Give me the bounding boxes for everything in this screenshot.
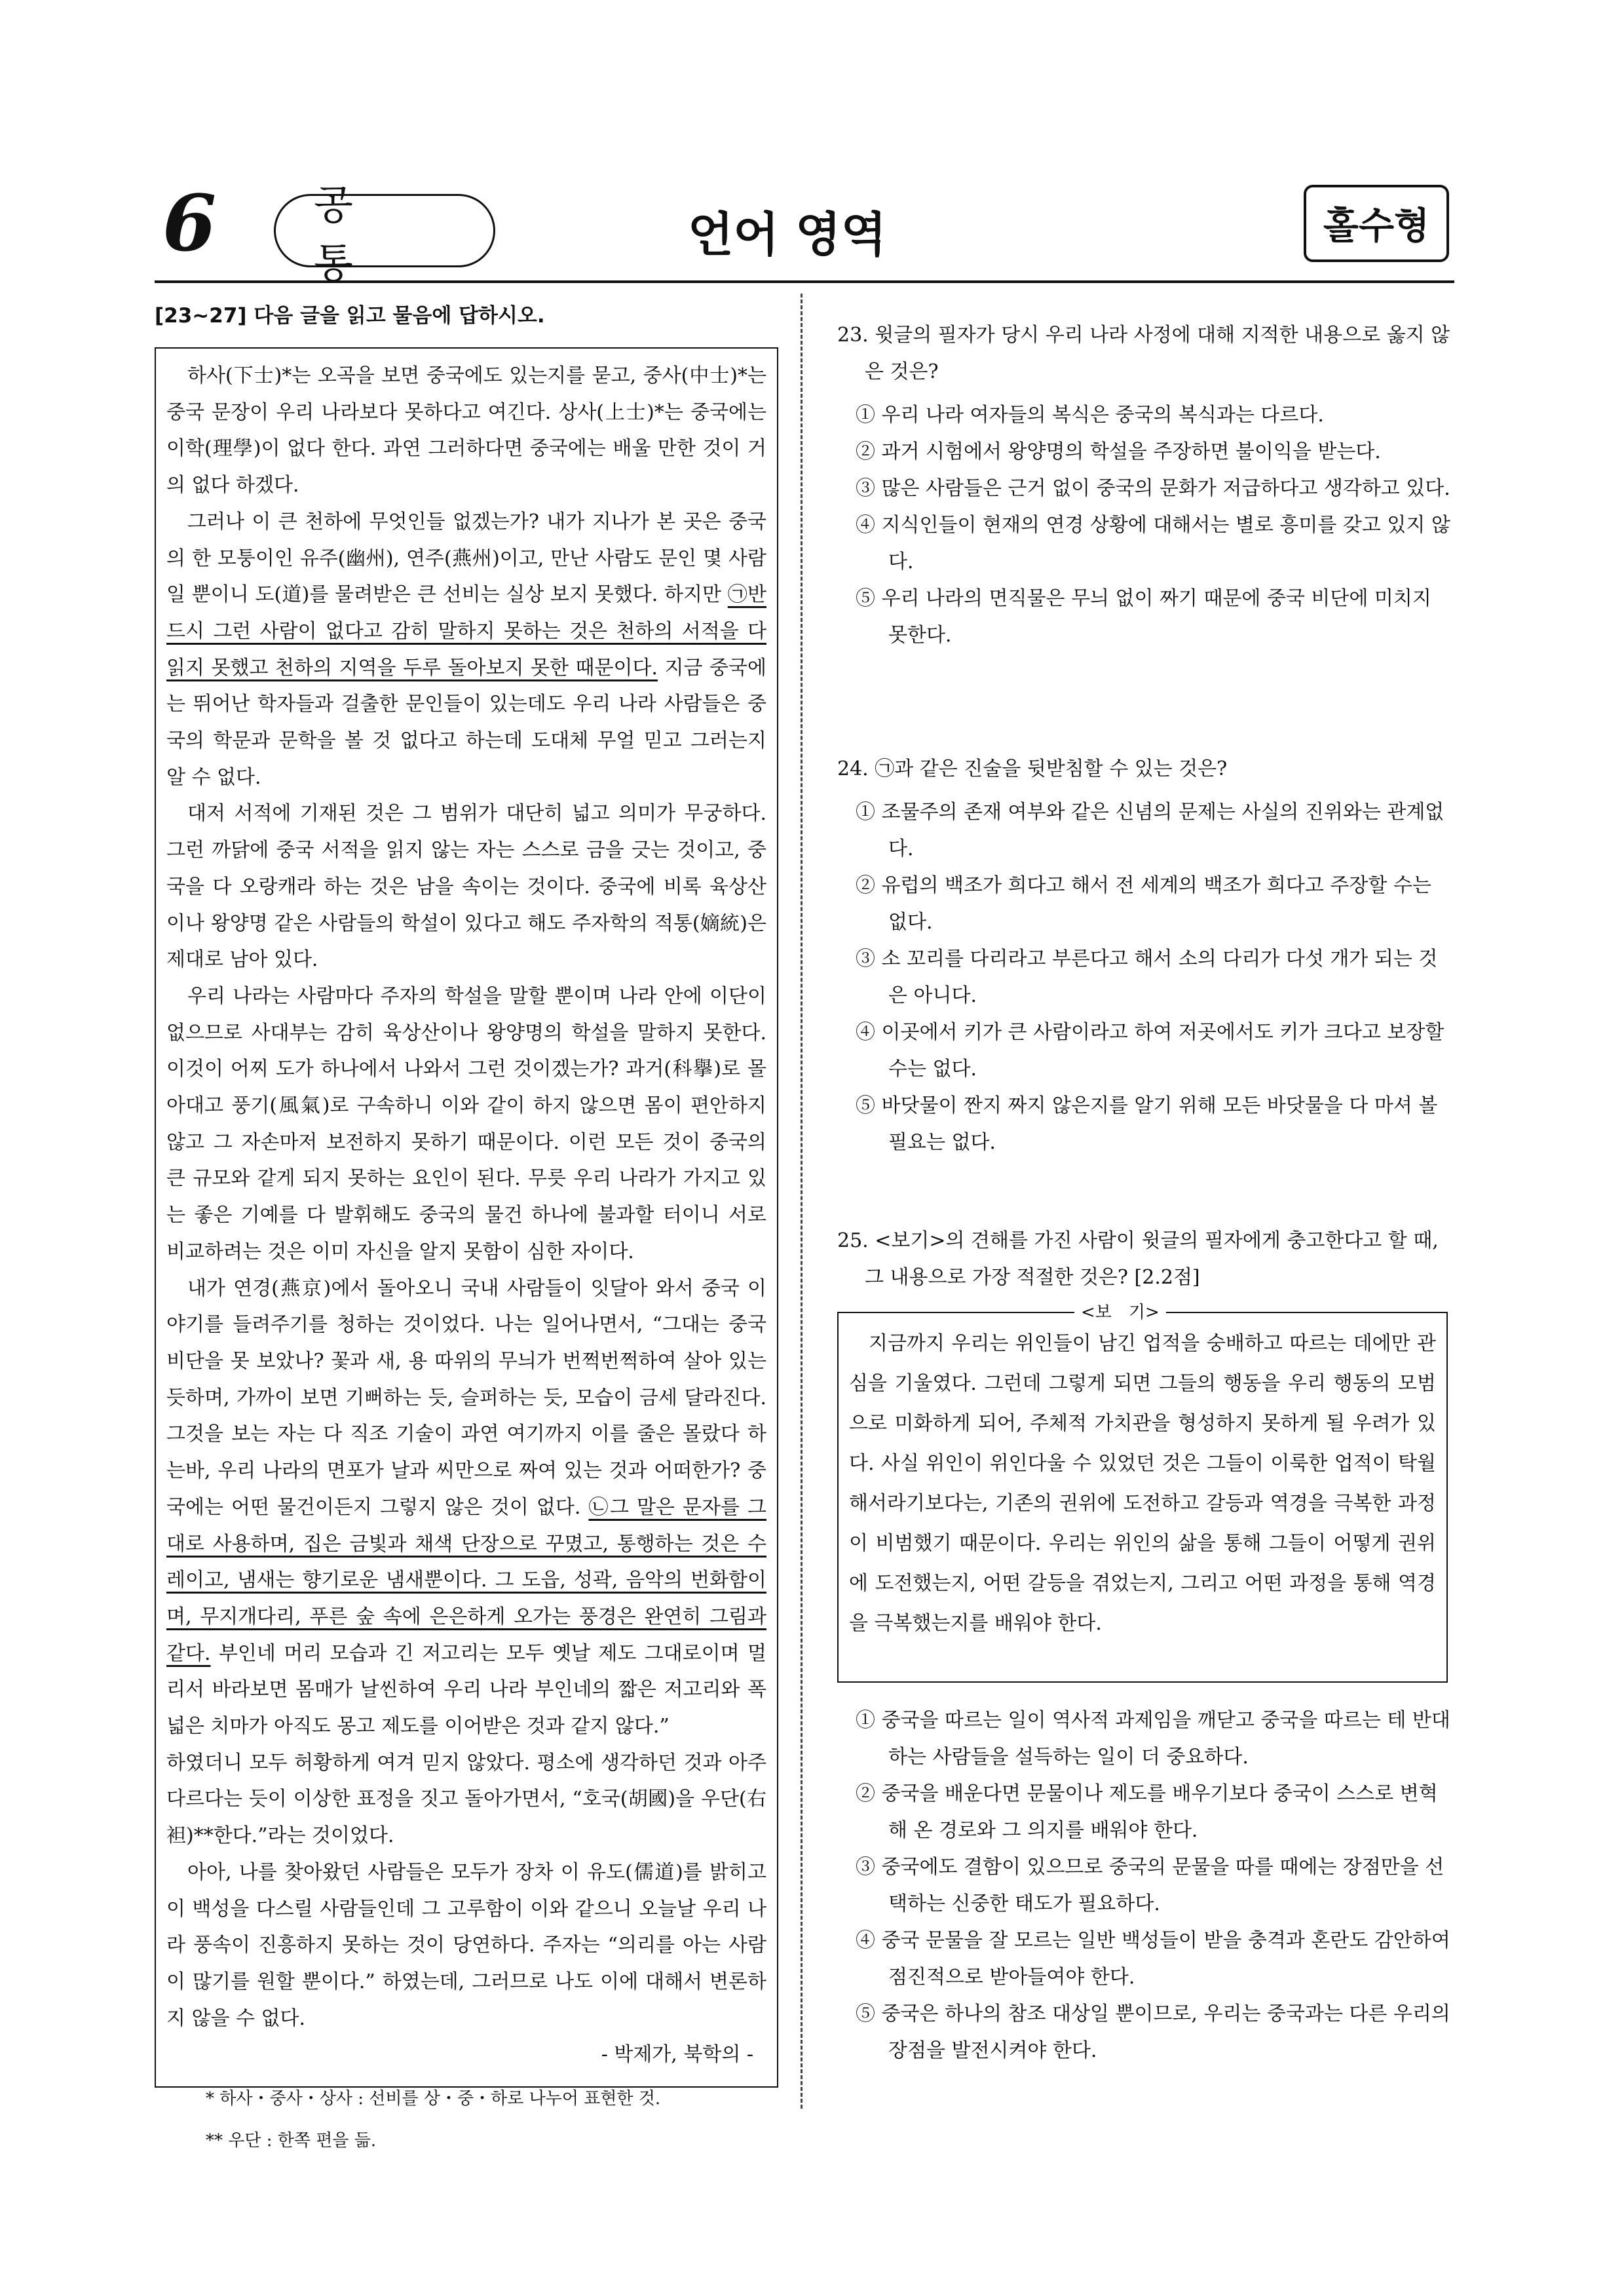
answer-option[interactable]: ① 중국을 따르는 일이 역사적 과제임을 깨닫고 중국을 따르는 테 반대하는 사람들을 설득하는 일이 더 중요하다. (856, 1709, 1450, 1769)
underlined-statement-b: ㉡그 말은 문자를 그대로 사용하며, 집은 금빛과 채색 단장으로 꾸몄고, 통행하는 것은 수레이고, 냄새는 향기로운 냄새뿐이다. 그 도읍, 성곽, 음악의 번화함이며, 무지개다리, 푸른 숲 속에 은은하게 오가는 풍경은 완연히 그림과 같다. (166, 1495, 766, 1665)
question-stem: 24. ㉠과 같은 진술을 뒷받침할 수 있는 것은? (837, 757, 1228, 780)
example-box-label: <보 기> (1074, 1303, 1166, 1322)
answer-options (856, 1702, 1453, 2069)
passage-paragraph: 하사(下士)*는 오곡을 보면 중국에도 있는지를 묻고, 중사(中士)*는 중국 문장이 우리 나라보다 못하다고 여긴다. 상사(上士)*는 중국에는 이학(理學)이 없다 한다. 과연 그러하다면 중국에는 배울 만한 것이 거의 없다 하겠다. (166, 364, 766, 497)
passage-paragraph: 그러나 이 큰 천하에 무엇인들 없겠는가? 내가 지나가 본 곳은 중국의 한 모퉁이인 유주(幽州), 연주(燕州)이고, 만난 사람도 문인 몇 사람일 뿐이니 도(道)를 물려받은 큰 선비는 실상 보지 못했다. 하지만 ㉠반드시 그런 사람이 없다고 감히 말하지 못하는 것은 천하의 서적을 다 읽지 못했고 천하의 지역을 두루 돌아보지 못한 때문이다. 지금 중국에는 뛰어난 학자들과 걸출한 문인들이 있는데도 우리 나라 사람들은 중국의 학문과 문학을 볼 것 없다고 하는데 도대체 무얼 믿고 그러는지 알 수 없다. (166, 510, 767, 789)
answer-option[interactable]: ① 우리 나라 여자들의 복식은 중국의 복식과는 다르다. (856, 404, 1324, 427)
question-stem: 23. 윗글의 필자가 당시 우리 나라 사정에 대해 지적한 내용으로 옳지 않은 것은? (837, 324, 1450, 383)
answer-option[interactable]: ② 과거 시험에서 왕양명의 학설을 주장하면 불이익을 받는다. (856, 440, 1381, 463)
answer-option[interactable]: ④ 중국 문물을 잘 모르는 일반 백성들이 받을 충격과 혼란도 감안하여 점진적으로 받아들여야 한다. (856, 1929, 1450, 1989)
answer-option[interactable]: ③ 중국에도 결함이 있으므로 중국의 문물을 따를 때에는 장점만을 선택하는 신중한 태도가 필요하다. (856, 1856, 1445, 1915)
answer-option[interactable]: ② 유럽의 백조가 희다고 해서 전 세계의 백조가 희다고 주장할 수는 없다. (856, 874, 1431, 934)
header-rule (155, 280, 1454, 283)
passage-paragraph: 대저 서적에 기재된 것은 그 범위가 대단히 넓고 의미가 무궁하다. 그런 까닭에 중국 서적을 읽지 않는 자는 스스로 금을 긋는 것이고, 중국을 다 오랑캐라 하는 것은 남을 속이는 것이다. 중국에 비록 육상산이나 왕양명 같은 사람들의 학설이 있다고 해도 주자학의 적통(嫡統)은 제대로 남아 있다. (166, 802, 766, 972)
answer-option[interactable]: ③ 소 꼬리를 다리라고 부른다고 해서 소의 다리가 다섯 개가 되는 것은 아니다. (856, 947, 1438, 1007)
answer-option[interactable]: ⑤ 바닷물이 짠지 짜지 않은지를 알기 위해 모든 바닷물을 다 마셔 볼 필요는 없다. (856, 1094, 1438, 1154)
page-title: 언어 영역 (688, 207, 887, 262)
question-25-options (837, 1702, 1453, 2069)
question-stem: 25. <보기>의 견해를 가진 사람이 윗글의 필자에게 충고한다고 할 때, 그 내용으로 가장 적절한 것은? [2.2점] (837, 1229, 1439, 1289)
answer-option[interactable]: ③ 많은 사람들은 근거 없이 중국의 문화가 저급하다고 생각하고 있다. (856, 477, 1450, 500)
exam-type-badge: 홀수형 (1304, 185, 1449, 262)
passage-source: - 박제가, 북학의 - (601, 2043, 753, 2067)
column-divider (801, 294, 803, 2109)
answer-option[interactable]: ⑤ 중국은 하나의 참조 대상일 뿐이므로, 우리는 중국과는 다른 우리의 장점을 발전시켜야 한다. (856, 2002, 1450, 2062)
answer-option[interactable]: ⑤ 우리 나라의 면직물은 무늬 없이 짜기 때문에 중국 비단에 미치지 못한다. (856, 587, 1431, 647)
passage-paragraph: 내가 연경(燕京)에서 돌아오니 국내 사람들이 잇달아 와서 중국 이야기를 들려주기를 청하는 것이었다. 나는 일어나면서, “그대는 중국 비단을 못 보았나? 꽃과 새, 용 따위의 무늬가 번쩍번쩍하여 살아 있는 듯하며, 가까이 보면 기뻐하는 듯, 슬퍼하는 듯, 모습이 금세 달라진다. 그것을 보는 자는 다 직조 기술이 과연 여기까지 이를 줄은 몰랐다 하는바, 우리 나라의 면포가 날과 씨만으로 짜여 있는 것과 어떠한가? 중국에는 어떤 물건이든지 그렇지 않은 것이 없다. ㉡그 말은 문자를 그대로 사용하며, 집은 금빛과 채색 단장으로 꾸몄고, 통행하는 것은 수레이고, 냄새는 향기로운 냄새뿐이다. 그 도읍, 성곽, 음악의 번화함이며, 무지개다리, 푸른 숲 속에 은은하게 오가는 풍경은 완연히 그림과 같다. 부인네 머리 모습과 긴 저고리는 모두 옛날 제도 그대로이며 멀리서 바라보면 몸매가 날씬하여 우리 나라 부인네의 짧은 저고리와 폭넓은 치마가 아직도 몽고 제도를 이어받은 것과 같지 않다.” (166, 1276, 766, 1738)
section-badge (274, 181, 495, 287)
example-box-text: 지금까지 우리는 위인들이 남긴 업적을 숭배하고 따르는 데에만 관심을 기울였다. 그런데 그렇게 되면 그들의 행동을 우리 행동의 모범으로 미화하게 되어, 주체적 가치관을 형성하지 못하게 될 우려가 있다. 사실 위인이 위인다울 수 있었던 것은 그들이 이룩한 업적이 탁월해서라기보다는, 기존의 권위에 도전하고 갈등과 역경을 극복한 과정이 비범했기 때문이다. 우리는 위인의 삶을 통해 그들이 어떻게 권위에 도전했는지, 어떤 갈등을 겪었는지, 그리고 어떤 과정을 통해 역경을 극복했는지를 배워야 한다. (849, 1332, 1436, 1635)
passage-paragraph: 하였더니 모두 허황하게 여겨 믿지 않았다. 평소에 생각하던 것과 아주 다르다는 듯이 이상한 표정을 짓고 돌아가면서, “호국(胡國)을 우단(右袒)**한다.”라는 것이었다. (166, 1751, 766, 1848)
question-23 (837, 317, 1453, 654)
answer-option[interactable]: ② 중국을 배운다면 문물이나 제도를 배우기보다 중국이 스스로 변혁해 온 경로와 그 의지를 배워야 한다. (856, 1782, 1438, 1842)
reading-passage (155, 347, 778, 2151)
question-group-intro: [23~27] 다음 글을 읽고 물음에 답하시오. (155, 304, 545, 328)
example-box (837, 1312, 1448, 1683)
answer-options (856, 794, 1453, 1161)
answer-option[interactable]: ④ 지식인들이 현재의 연경 상황에 대해서는 별로 흥미를 갖고 있지 않다. (856, 514, 1450, 573)
answer-option[interactable]: ① 조물주의 존재 여부와 같은 신념의 문제는 사실의 진위와는 관계없다. (856, 801, 1445, 860)
question-25 (837, 1223, 1453, 1296)
section-label: 공 통 (314, 181, 391, 287)
answer-options (856, 397, 1453, 654)
answer-option[interactable]: ④ 이곳에서 키가 큰 사람이라고 하여 저곳에서도 키가 크다고 보장할 수는 없다. (856, 1021, 1445, 1081)
page-number: 6 (162, 178, 217, 269)
passage-paragraph: 우리 나라는 사람마다 주자의 학설을 말할 뿐이며 나라 안에 이단이 없으므로 사대부는 감히 육상산이나 왕양명의 학설을 말하지 못한다. 이것이 어찌 도가 하나에서 나와서 그런 것이겠는가? 과거(科擧)로 몰아대고 풍기(風氣)로 구속하니 이와 같이 하지 않으면 몸이 편안하지 않고 그 자손마저 보전하지 못하기 때문이다. 이런 모든 것이 중국의 큰 규모와 같게 되지 못하는 요인이 된다. 무릇 우리 나라가 가지고 있는 좋은 기예를 다 발휘해도 중국의 물건 하나에 불과할 터이니 서로 비교하려는 것은 이미 자신을 알지 못함이 심한 자이다. (166, 984, 766, 1263)
passage-paragraph: 아아, 나를 찾아왔던 사람들은 모두가 장차 이 유도(儒道)를 밝히고 이 백성을 다스릴 사람들인데 그 고루함이 이와 같으니 오늘날 우리 나라 풍속이 진흥하지 못하는 것이 당연하다. 주자는 “의리를 아는 사람이 많기를 원할 뿐이다.” 하였는데, 그러므로 나도 이에 대해서 변론하지 않을 수 없다. (166, 1860, 766, 2030)
footnote: * 하사・중사・상사 : 선비를 상・중・하로 나누어 표현한 것. (206, 2089, 661, 2109)
question-24 (837, 751, 1453, 1161)
footnote: ** 우단 : 한쪽 편을 듦. (206, 2131, 377, 2151)
underlined-statement-a: ㉠반드시 그런 사람이 없다고 감히 말하지 못하는 것은 천하의 서적을 다 읽지 못했고 천하의 지역을 두루 돌아보지 못한 때문이다. (166, 583, 767, 679)
